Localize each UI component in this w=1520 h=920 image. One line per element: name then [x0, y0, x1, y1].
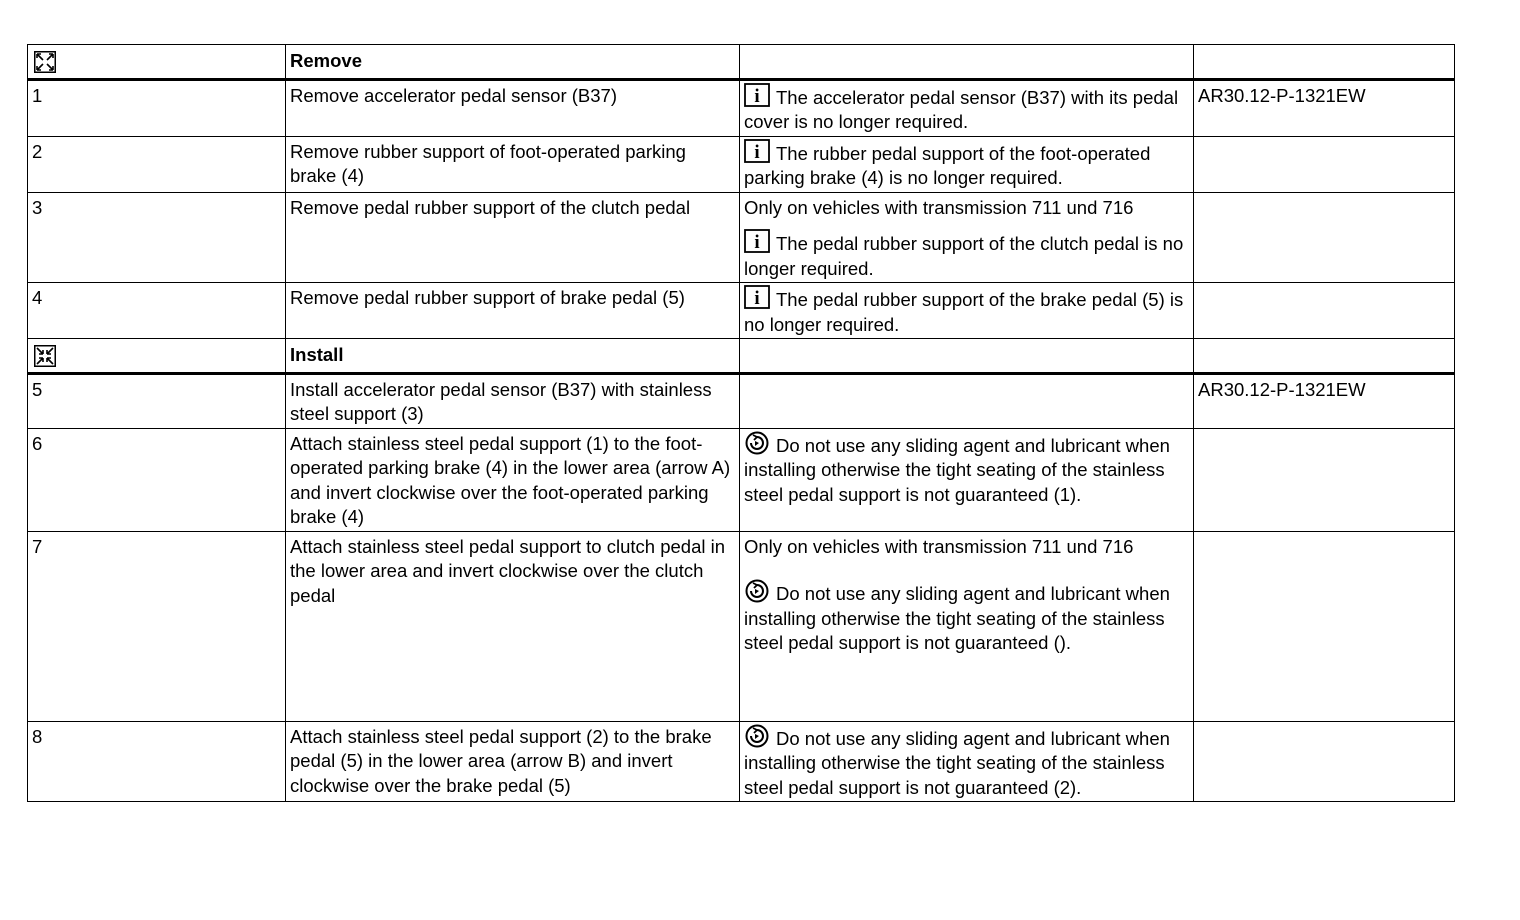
note-paragraph — [744, 724, 1189, 801]
info-icon — [744, 83, 770, 107]
step-text: Remove rubber support of foot-operated parking brake (4) — [286, 136, 740, 192]
step-notes — [740, 428, 1194, 531]
reference-cell — [1194, 721, 1455, 802]
note-paragraph — [744, 431, 1189, 508]
table-row — [28, 283, 1455, 339]
section-notes-cell — [740, 339, 1194, 374]
note-text: Do not use any sliding agent and lubricant when installing otherwise the tight seating of the stainless steel pedal support is not guaranteed (). — [744, 583, 1170, 653]
section-header-remove — [28, 45, 1455, 80]
note-condition: Only on vehicles with transmission 711 und 716 — [744, 196, 1134, 218]
note-text: Do not use any sliding agent and lubricant when installing otherwise the tight seating of the stainless steel pedal support is not guaranteed (1). — [744, 434, 1170, 505]
step-number: 7 — [28, 531, 286, 721]
note-text: The rubber pedal support of the foot-operated parking brake (4) is no longer required. — [744, 142, 1151, 188]
table-row — [28, 531, 1455, 721]
install-section-icon — [34, 345, 56, 367]
step-text: Attach stainless steel pedal support to clutch pedal in the lower area and invert clockwise over the clutch pedal — [286, 531, 740, 721]
step-notes — [740, 79, 1194, 136]
caution-icon — [744, 724, 770, 748]
svg-text:i: i — [754, 288, 760, 309]
section-ref-cell — [1194, 339, 1455, 374]
svg-text:i: i — [754, 232, 760, 253]
section-ref-cell — [1194, 45, 1455, 80]
note-paragraph — [744, 83, 1189, 135]
caution-icon — [744, 579, 770, 603]
step-text: Attach stainless steel pedal support (2) to the brake pedal (5) in the lower area (arrow B) and invert clockwise over the brake pedal (5) — [286, 721, 740, 802]
table-row — [28, 373, 1455, 428]
step-number: 8 — [28, 721, 286, 802]
step-notes — [740, 192, 1194, 283]
table-row — [28, 79, 1455, 136]
svg-text:i: i — [754, 85, 760, 107]
section-icon-cell — [28, 339, 286, 374]
table-row — [28, 428, 1455, 531]
step-number: 1 — [28, 79, 286, 136]
note-paragraph — [744, 579, 1189, 656]
note-paragraph — [744, 229, 1189, 281]
step-text: Remove accelerator pedal sensor (B37) — [286, 79, 740, 136]
note-condition: Only on vehicles with transmission 711 und 716 — [744, 535, 1134, 557]
reference-link[interactable]: AR30.12-P-1321EW — [1194, 79, 1455, 136]
step-number: 4 — [28, 283, 286, 339]
note-text: The pedal rubber support of the brake pedal (5) is no longer required. — [744, 289, 1184, 335]
reference-cell — [1194, 136, 1455, 192]
table-row — [28, 136, 1455, 192]
section-title: Install — [286, 339, 740, 374]
remove-section-icon — [34, 51, 56, 73]
step-number: 2 — [28, 136, 286, 192]
section-notes-cell — [740, 45, 1194, 80]
section-title: Remove — [286, 45, 740, 80]
svg-text:i: i — [754, 141, 760, 163]
reference-cell — [1194, 428, 1455, 531]
step-text: Install accelerator pedal sensor (B37) with stainless steel support (3) — [286, 373, 740, 428]
reference-cell — [1194, 531, 1455, 721]
note-text: The accelerator pedal sensor (B37) with its pedal cover is no longer required. — [744, 86, 1179, 132]
reference-cell — [1194, 192, 1455, 283]
step-text: Remove pedal rubber support of brake pedal (5) — [286, 283, 740, 339]
step-number: 5 — [28, 373, 286, 428]
step-notes — [740, 283, 1194, 339]
note-text: Do not use any sliding agent and lubricant when installing otherwise the tight seating of the stainless steel pedal support is not guaranteed (2). — [744, 727, 1170, 798]
info-icon — [744, 139, 770, 163]
step-text: Attach stainless steel pedal support (1) to the foot-operated parking brake (4) in the lower area (arrow A) and invert clockwise over the foot-operated parking brake (4) — [286, 428, 740, 531]
step-notes — [740, 531, 1194, 721]
step-text: Remove pedal rubber support of the clutch pedal — [286, 192, 740, 283]
procedure-table — [27, 44, 1455, 802]
info-icon — [744, 229, 770, 253]
reference-cell — [1194, 283, 1455, 339]
section-header-install — [28, 339, 1455, 374]
step-notes — [740, 373, 1194, 428]
reference-link[interactable]: AR30.12-P-1321EW — [1194, 373, 1455, 428]
note-paragraph — [744, 285, 1189, 337]
caution-icon — [744, 431, 770, 455]
step-notes — [740, 721, 1194, 802]
note-paragraph — [744, 139, 1189, 191]
section-icon-cell — [28, 45, 286, 80]
table-row — [28, 721, 1455, 802]
table-row — [28, 192, 1455, 283]
note-text: The pedal rubber support of the clutch pedal is no longer required. — [744, 233, 1184, 279]
step-number: 3 — [28, 192, 286, 283]
step-number: 6 — [28, 428, 286, 531]
step-notes — [740, 136, 1194, 192]
info-icon — [744, 285, 770, 309]
